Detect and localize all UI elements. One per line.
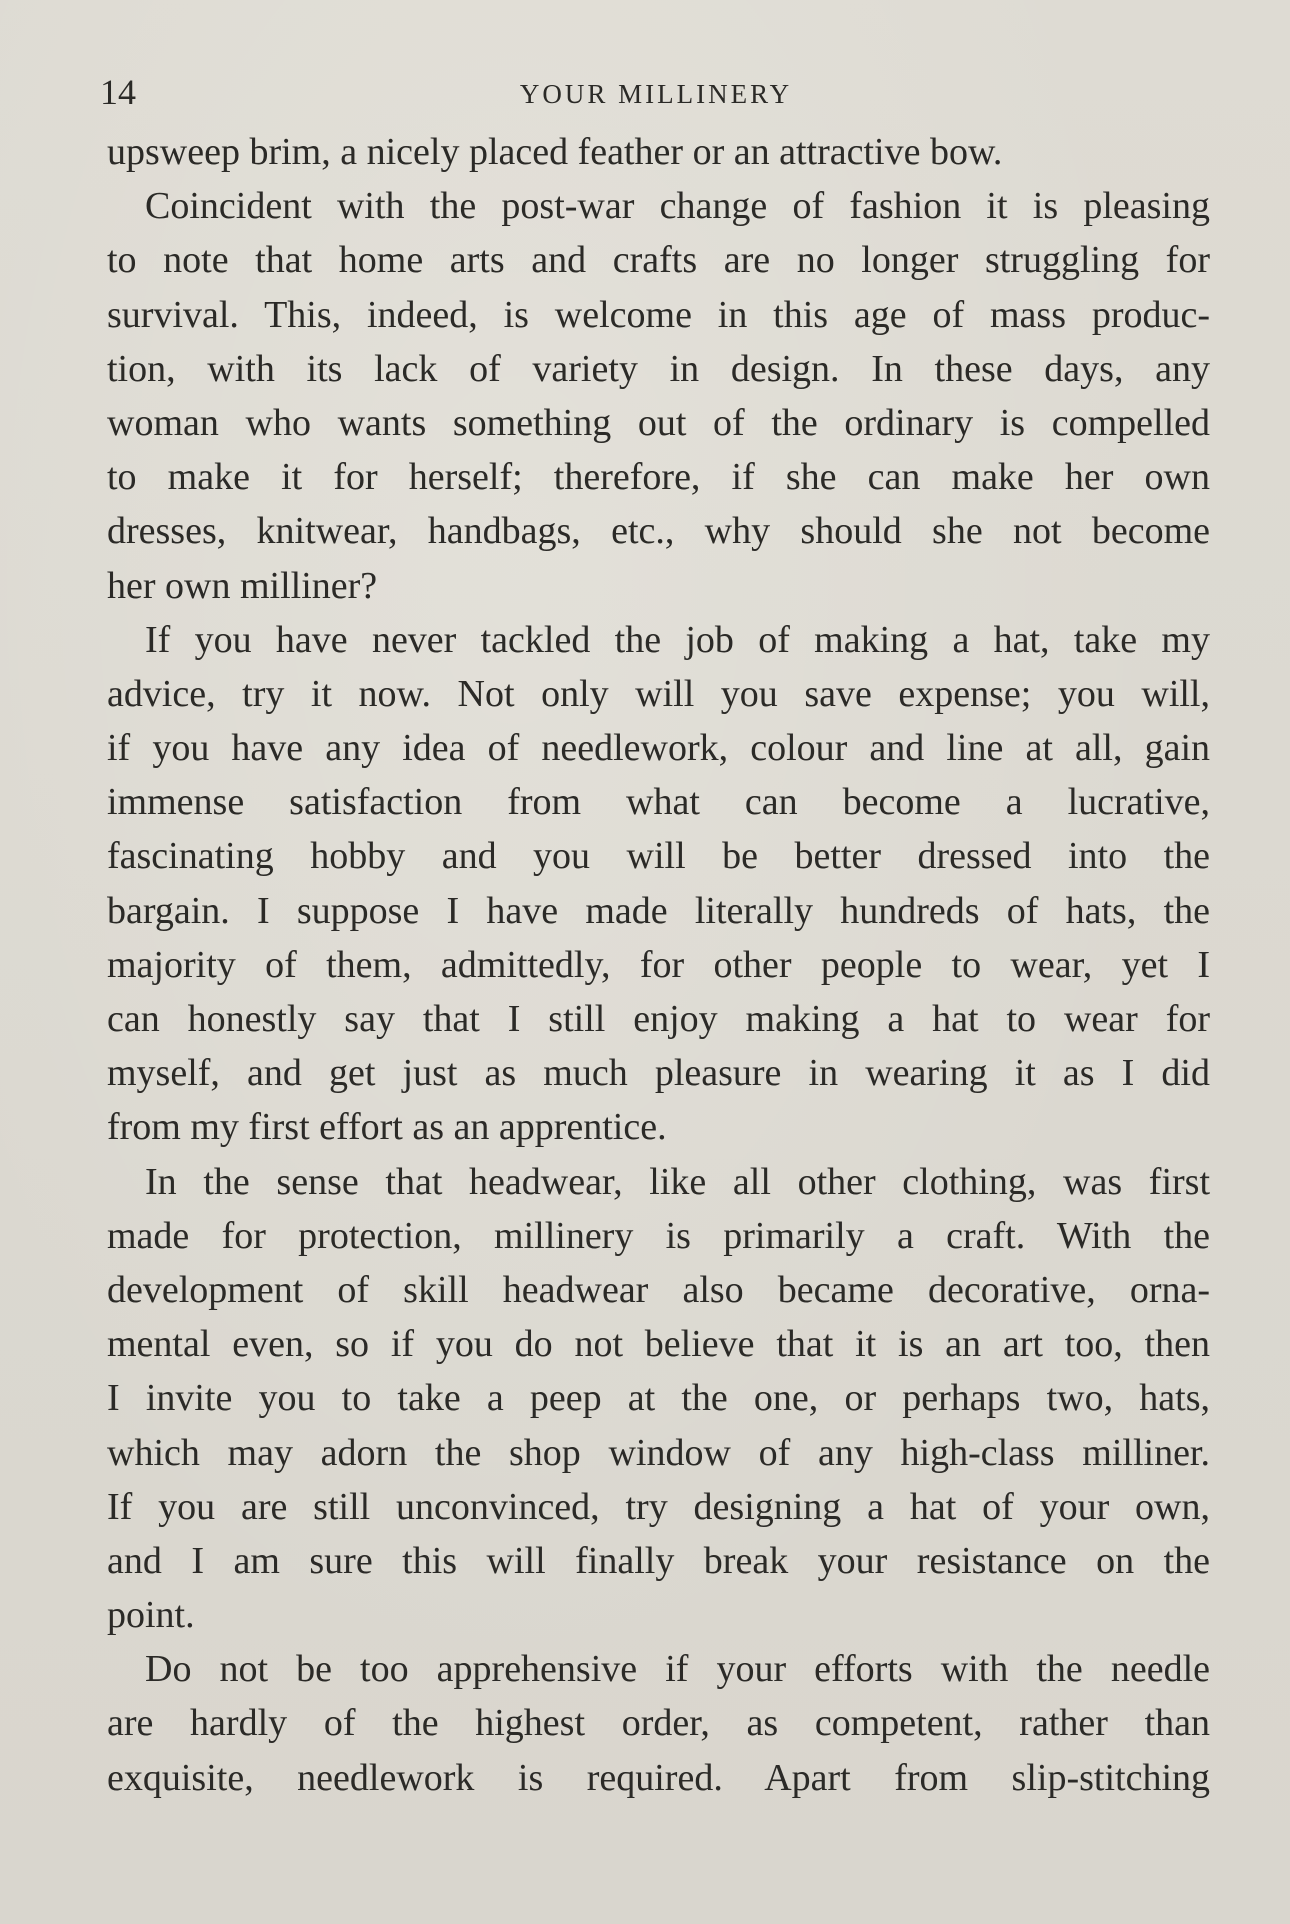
text-line: tion, with its lack of variety in design. In these days, any <box>107 347 1210 390</box>
text-line: exquisite, needlework is required. Apart from slip-stitching <box>107 1756 1210 1799</box>
text-line: to note that home arts and crafts are no longer struggling for <box>107 239 1210 282</box>
text-line: bargain. I suppose I have made literally hundreds of hats, the <box>107 889 1210 932</box>
text-line: and I am sure this will finally break your resistance on the <box>107 1539 1210 1582</box>
text-line: survival. This, indeed, is welcome in this age of mass produc- <box>107 293 1210 336</box>
text-line: majority of them, admittedly, for other people to wear, yet I <box>107 943 1210 986</box>
text-line: if you have any idea of needlework, colour and line at all, gain <box>107 727 1210 770</box>
text-line: myself, and get just as much pleasure in wearing it as I did <box>107 1052 1210 1095</box>
text-line: from my first effort as an apprentice. <box>107 1106 667 1149</box>
text-line: development of skill headwear also became decorative, orna- <box>107 1268 1210 1311</box>
page-header <box>100 72 1212 112</box>
text-line: If you have never tackled the job of making a hat, take my <box>145 618 1210 661</box>
text-line: her own milliner? <box>107 564 378 607</box>
text-line: point. <box>107 1594 195 1637</box>
body-text <box>107 125 1210 1805</box>
running-head: YOUR MILLINERY <box>519 79 793 109</box>
text-line: If you are still unconvinced, try designing a hat of your own, <box>107 1485 1210 1528</box>
text-line: woman who wants something out of the ordinary is compelled <box>107 401 1210 444</box>
text-line: advice, try it now. Not only will you save expense; you will, <box>107 672 1210 715</box>
text-line: mental even, so if you do not believe that it is an art too, then <box>107 1323 1210 1366</box>
text-line: In the sense that headwear, like all other clothing, was first <box>145 1160 1210 1203</box>
text-line: Coincident with the post-war change of fashion it is pleasing <box>145 185 1210 228</box>
text-line: made for protection, millinery is primarily a craft. With the <box>107 1214 1210 1257</box>
text-line: upsweep brim, a nicely placed feather or an attractive bow. <box>107 131 1003 173</box>
text-line: fascinating hobby and you will be better dressed into the <box>107 835 1210 878</box>
page-number: 14 <box>100 72 136 112</box>
text-line: to make it for herself; therefore, if she can make her own <box>107 456 1210 499</box>
text-line: which may adorn the shop window of any high-class milliner. <box>107 1431 1210 1474</box>
text-line: Do not be too apprehensive if your efforts with the needle <box>145 1648 1210 1691</box>
text-line: I invite you to take a peep at the one, or perhaps two, hats, <box>107 1377 1210 1420</box>
text-line: can honestly say that I still enjoy making a hat to wear for <box>107 998 1210 1040</box>
text-line: dresses, knitwear, handbags, etc., why should she not become <box>107 510 1210 553</box>
text-line: are hardly of the highest order, as competent, rather than <box>107 1702 1210 1745</box>
text-line: immense satisfaction from what can become a lucrative, <box>107 781 1210 824</box>
